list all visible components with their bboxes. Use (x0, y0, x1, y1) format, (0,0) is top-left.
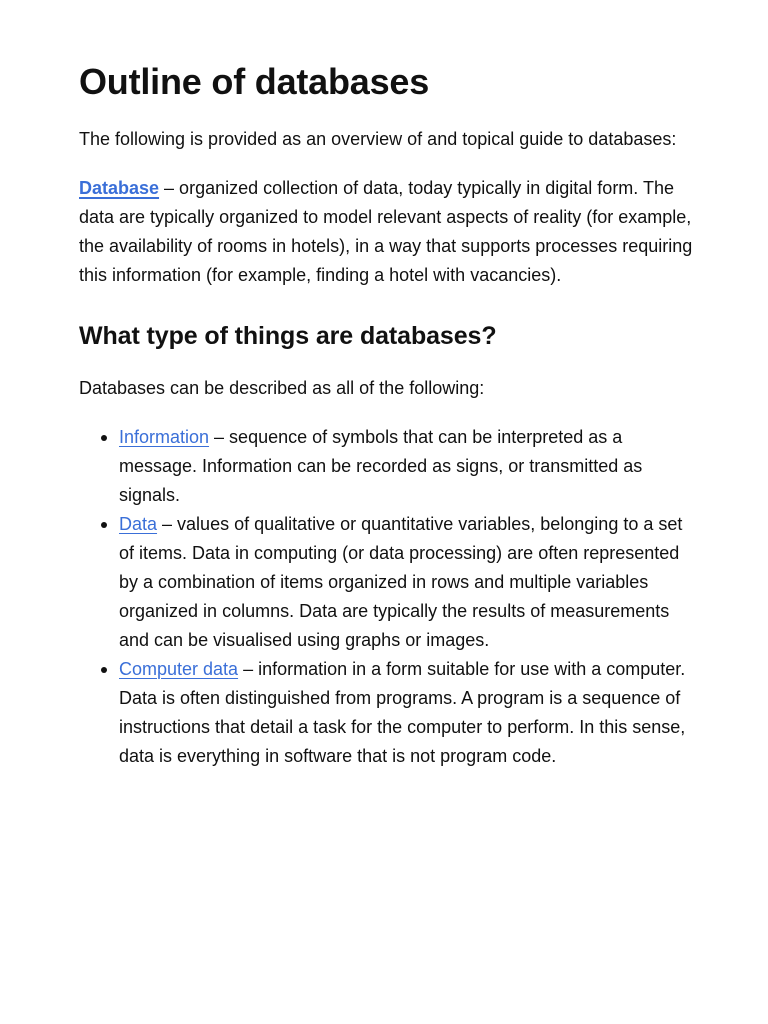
list-item-text: – values of qualitative or quantitative variables, belonging to a set of items. Data in computing (or data processing) are often represented by a combination of items organized in rows and multiple variables organized in columns. Data are typically the results of measurements and can be visualised using graphs or images. (119, 514, 683, 650)
definition-text: – organized collection of data, today typically in digital form. The data are typically organized to model relevant aspects of reality (for example, the availability of rooms in hotels), in a way that supports processes requiring this information (for example, finding a hotel with vacancies). (79, 178, 693, 285)
computer-data-link[interactable]: Computer data (119, 659, 239, 679)
information-link[interactable]: Information (119, 427, 210, 447)
bullet-icon (101, 522, 107, 528)
list-item-data (79, 510, 694, 655)
list-item-text: – sequence of symbols that can be interpreted as a message. Information can be recorded as signs, or transmitted as signals. (119, 427, 643, 505)
things-list (79, 423, 694, 771)
database-link[interactable]: Database (79, 178, 160, 198)
article (79, 56, 694, 771)
intro-paragraph: The following is provided as an overview of and topical guide to databases: (79, 129, 677, 149)
list-item-text: – information in a form suitable for use with a computer. Data is often distinguished from programs. A program is a sequence of instructions that detail a task for the computer to perform. In this sense, data is everything in software that is not program code. (119, 659, 686, 766)
definition-paragraph (79, 174, 694, 290)
list-item-information (79, 423, 694, 510)
list-item-computer-data (79, 655, 694, 771)
section-lead: Databases can be described as all of the following: (79, 378, 485, 398)
bullet-icon (101, 667, 107, 673)
data-link[interactable]: Data (119, 514, 158, 534)
bullet-icon (101, 435, 107, 441)
section-heading: What type of things are databases? (79, 322, 497, 350)
page-title: Outline of databases (79, 61, 430, 102)
